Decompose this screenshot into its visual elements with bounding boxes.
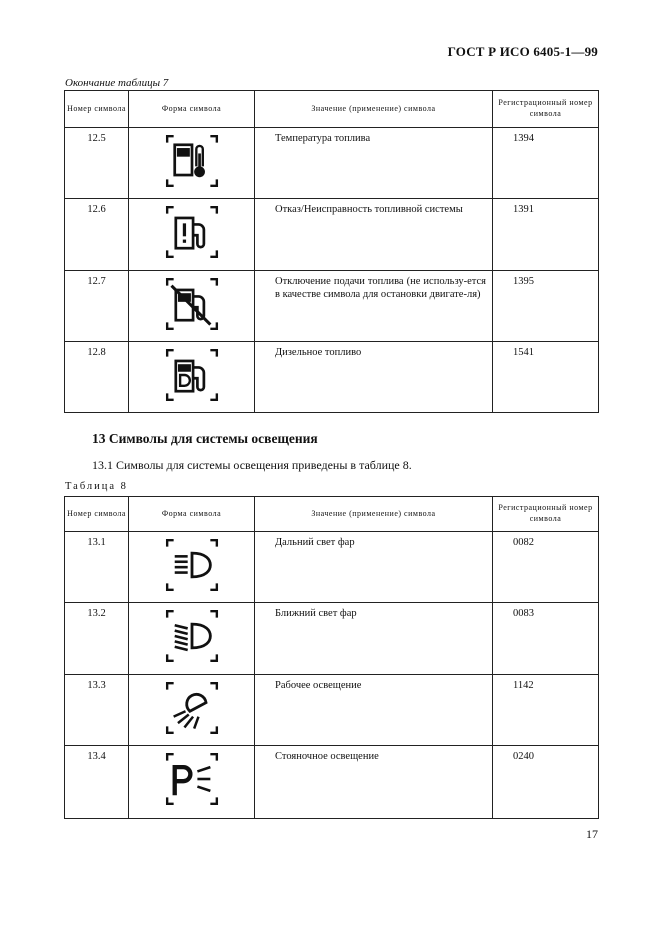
symbol-cell	[129, 342, 255, 413]
page-number: 17	[586, 827, 598, 841]
symbol-cell	[129, 532, 255, 603]
header-form: Форма символа	[129, 497, 255, 532]
symbol-cell	[129, 603, 255, 675]
high-beam-icon	[165, 538, 219, 592]
section-title: 13 Символы для системы освещения	[92, 431, 318, 446]
header-reg: Регистрационный номер символа	[493, 497, 599, 532]
header-number: Номер символа	[65, 91, 129, 128]
header-meaning: Значение (применение) символа	[255, 497, 493, 532]
section-paragraph: 13.1 Символы для системы освещения приведены в таблице 8.	[92, 458, 412, 472]
diesel-fuel-icon	[165, 348, 219, 402]
table-7	[64, 90, 599, 413]
row-number: 13.2	[65, 603, 129, 675]
fuel-shutoff-icon	[165, 277, 219, 331]
row-reg: 1395	[493, 271, 599, 342]
low-beam-icon	[165, 609, 219, 663]
table-row	[65, 603, 599, 675]
header-form: Форма символа	[129, 91, 255, 128]
fuel-system-failure-icon	[165, 205, 219, 259]
row-number: 13.4	[65, 746, 129, 819]
row-reg: 0240	[493, 746, 599, 819]
table-row	[65, 746, 599, 819]
header-reg: Регистрационный номер символа	[493, 91, 599, 128]
row-reg: 1541	[493, 342, 599, 413]
row-number: 12.7	[65, 271, 129, 342]
table-row	[65, 128, 599, 199]
table-row	[65, 199, 599, 271]
row-reg: 1394	[493, 128, 599, 199]
row-meaning: Дальний свет фар	[255, 532, 493, 603]
row-number: 12.8	[65, 342, 129, 413]
table-row	[65, 675, 599, 746]
table-row	[65, 271, 599, 342]
row-meaning: Отключение подачи топлива (не использу-ется в качестве символа для остановки двигате-ля)	[255, 271, 493, 342]
table-header-row	[65, 497, 599, 532]
row-reg: 0083	[493, 603, 599, 675]
table-row	[65, 342, 599, 413]
row-reg: 1391	[493, 199, 599, 271]
row-meaning: Стояночное освещение	[255, 746, 493, 819]
table8-caption: Таблица 8	[65, 481, 128, 492]
row-number: 13.3	[65, 675, 129, 746]
row-number: 13.1	[65, 532, 129, 603]
row-meaning: Температура топлива	[255, 128, 493, 199]
row-number: 12.6	[65, 199, 129, 271]
row-meaning: Дизельное топливо	[255, 342, 493, 413]
parking-light-icon	[165, 752, 219, 806]
document-code: ГОСТ Р ИСО 6405-1—99	[447, 44, 598, 59]
row-reg: 0082	[493, 532, 599, 603]
work-light-icon	[165, 681, 219, 735]
symbol-cell	[129, 199, 255, 271]
header-meaning: Значение (применение) символа	[255, 91, 493, 128]
symbol-cell	[129, 746, 255, 819]
table-header-row	[65, 91, 599, 128]
table-row	[65, 532, 599, 603]
table-8	[64, 496, 599, 819]
table7-caption: Окончание таблицы 7	[65, 77, 169, 89]
row-meaning: Отказ/Неисправность топливной системы	[255, 199, 493, 271]
row-meaning: Рабочее освещение	[255, 675, 493, 746]
fuel-temperature-icon	[165, 134, 219, 188]
row-meaning: Ближний свет фар	[255, 603, 493, 675]
header-number: Номер символа	[65, 497, 129, 532]
row-number: 12.5	[65, 128, 129, 199]
row-reg: 1142	[493, 675, 599, 746]
symbol-cell	[129, 128, 255, 199]
symbol-cell	[129, 271, 255, 342]
symbol-cell	[129, 675, 255, 746]
